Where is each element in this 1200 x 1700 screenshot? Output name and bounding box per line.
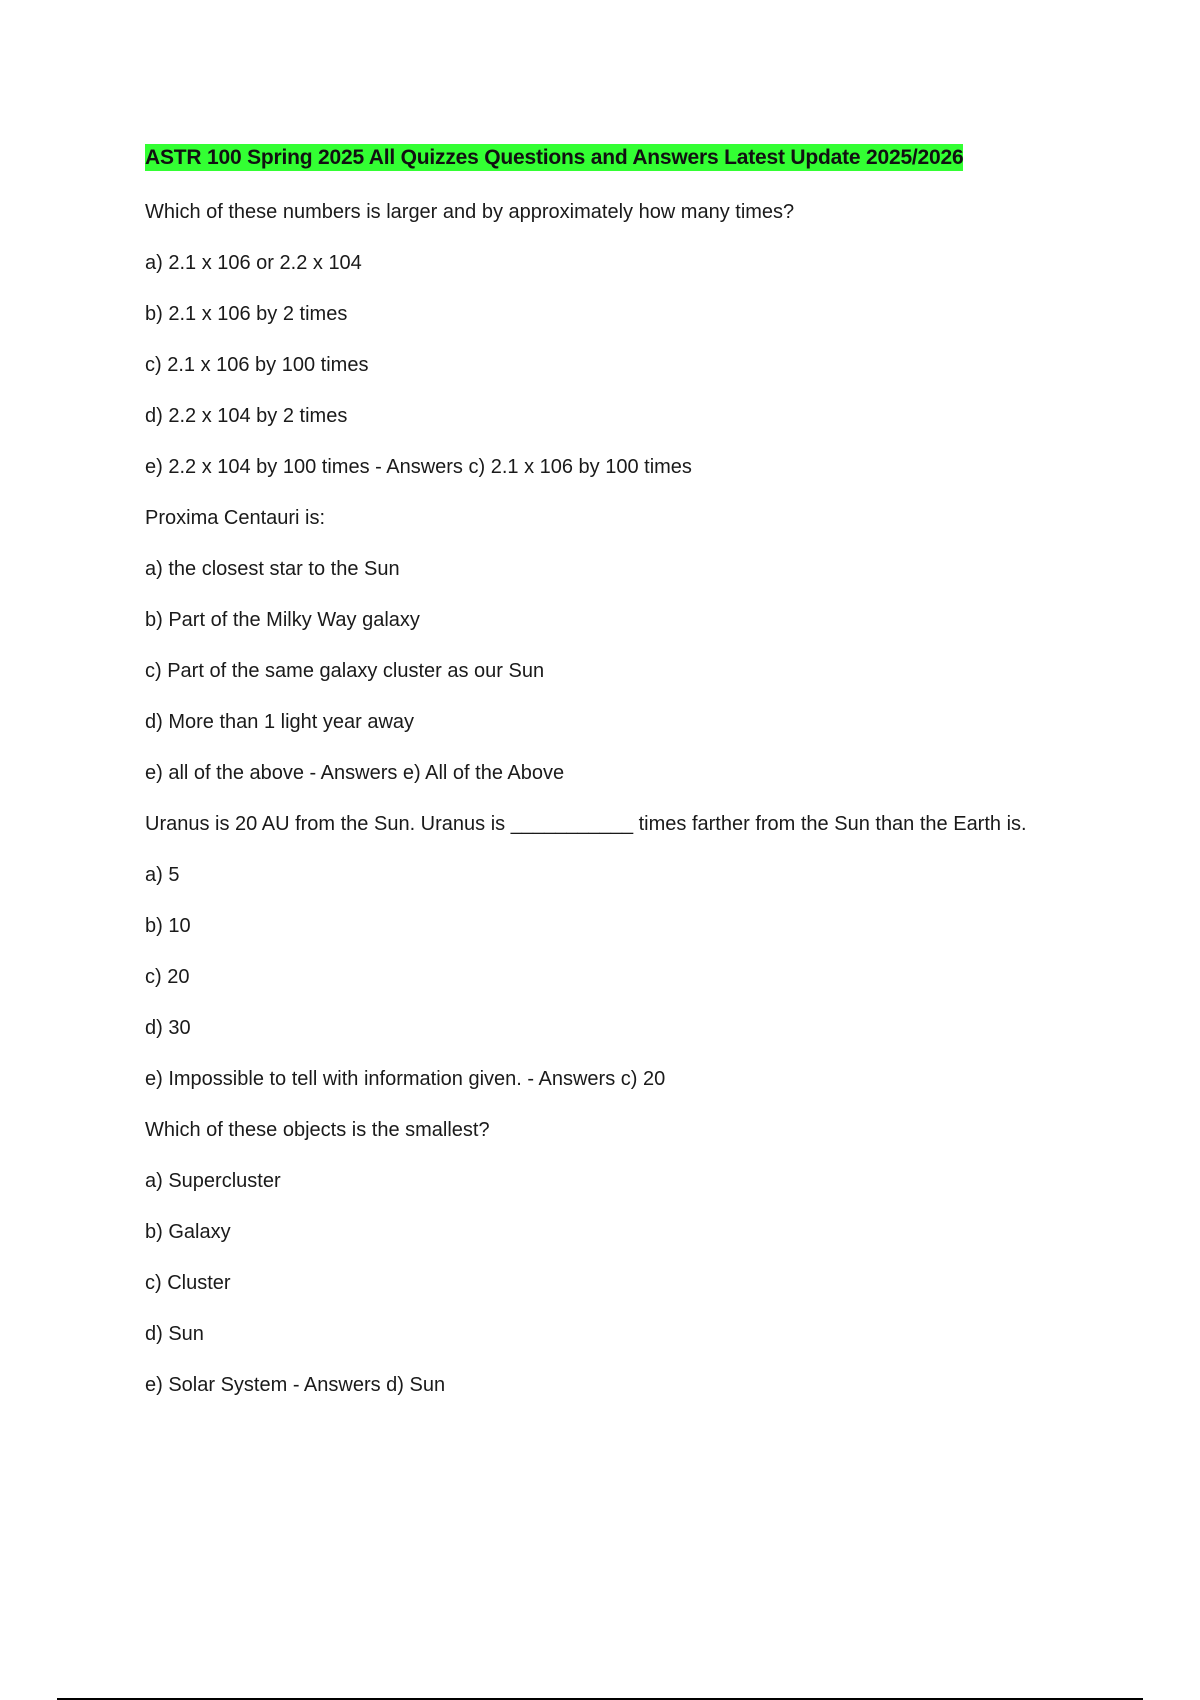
answer-option: c) 20 (145, 966, 190, 988)
answer-option: a) 2.1 x 106 or 2.2 x 104 (145, 252, 362, 274)
answer-option: a) the closest star to the Sun (145, 558, 400, 580)
question-text: Which of these objects is the smallest? (145, 1119, 490, 1141)
answer-option: b) Galaxy (145, 1221, 231, 1243)
answer-option: c) 2.1 x 106 by 100 times (145, 354, 369, 376)
answer-option: e) 2.2 x 104 by 100 times - Answers c) 2.1 x 106 by 100 times (145, 456, 692, 478)
title-row (145, 143, 1085, 175)
answer-option: d) 2.2 x 104 by 2 times (145, 405, 348, 427)
answer-option: e) Solar System - Answers d) Sun (145, 1374, 446, 1396)
question-block (145, 197, 1085, 482)
question-text: Uranus is 20 AU from the Sun. Uranus is ___________ times farther from the Sun than the Earth is. (145, 813, 1027, 835)
answer-option: c) Part of the same galaxy cluster as our Sun (145, 660, 545, 682)
question-block (145, 809, 1085, 1094)
answer-option: b) Part of the Milky Way galaxy (145, 609, 420, 631)
answer-option: b) 2.1 x 106 by 2 times (145, 303, 348, 325)
question-text: Which of these numbers is larger and by approximately how many times? (145, 201, 795, 223)
answer-option: c) Cluster (145, 1272, 231, 1294)
question-block (145, 1115, 1085, 1400)
answer-option: b) 10 (145, 915, 191, 937)
document-content (145, 143, 1085, 1421)
question-text: Proxima Centauri is: (145, 507, 326, 529)
answer-option: d) 30 (145, 1017, 191, 1039)
answer-option: a) Supercluster (145, 1170, 281, 1192)
answer-option: d) More than 1 light year away (145, 711, 415, 733)
document-title: ASTR 100 Spring 2025 All Quizzes Questions and Answers Latest Update 2025/2026 (145, 146, 964, 169)
question-block (145, 503, 1085, 788)
answer-option: a) 5 (145, 864, 180, 886)
answer-option: d) Sun (145, 1323, 204, 1345)
answer-option: e) Impossible to tell with information given. - Answers c) 20 (145, 1068, 666, 1090)
answer-option: e) all of the above - Answers e) All of the Above (145, 762, 565, 784)
